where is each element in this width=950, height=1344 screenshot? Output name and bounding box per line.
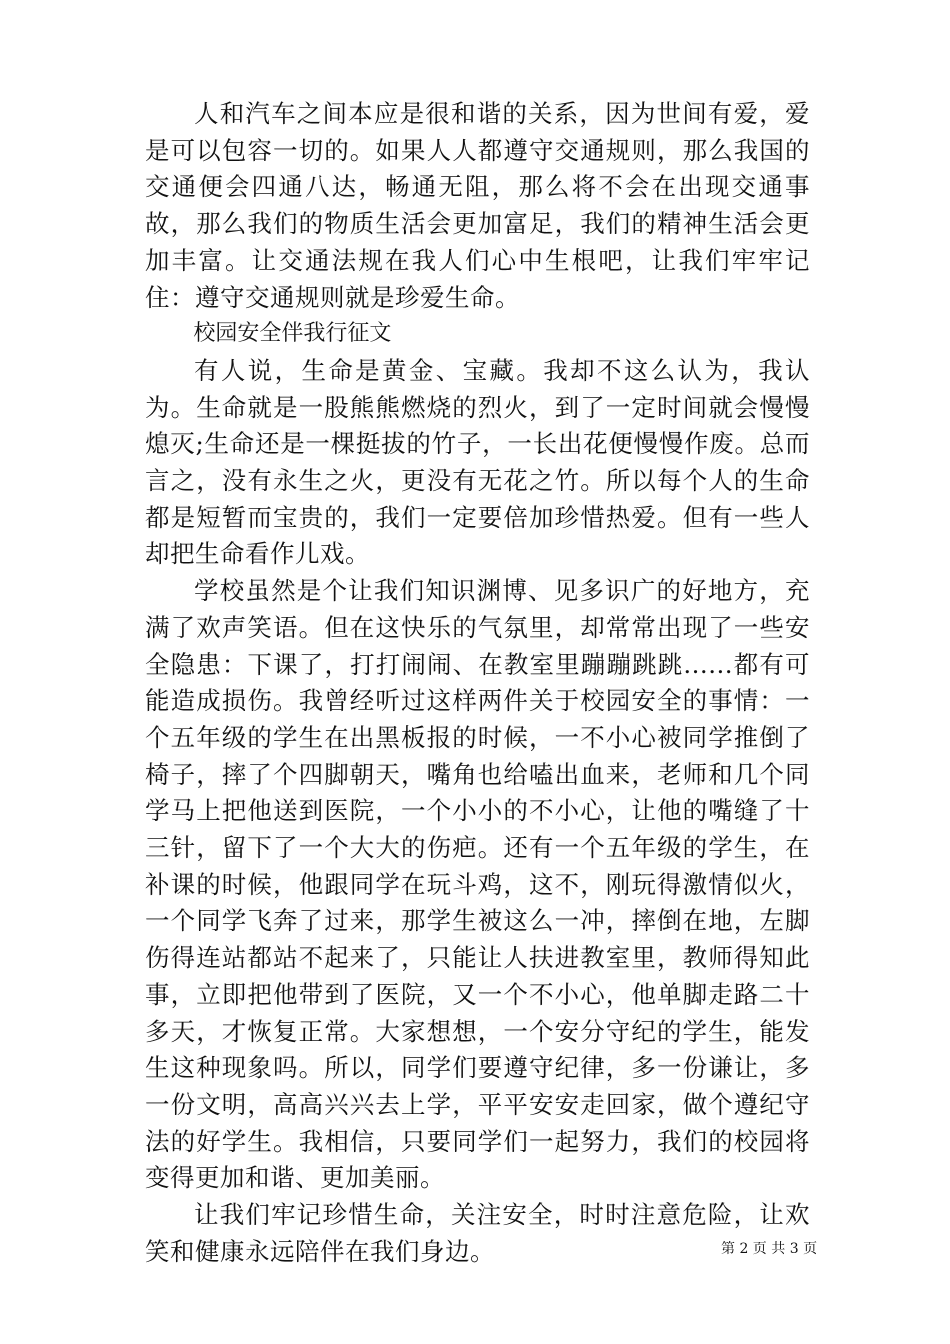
paragraph-traffic-safety: 人和汽车之间本应是很和谐的关系，因为世间有爱，爱是可以包容一切的。如果人人都遵守交通规则，那么我国的交通便会四通八达，畅通无阻，那么将不会在出现交通事故，那么我们的物质生活会更加富足，我们的精神生活会更加丰富。让交通法规在我人们心中生根吧，让我们牢牢记住：遵守交通规则就是珍爱生命。 [145,99,810,312]
paragraph-life: 有人说，生命是黄金、宝藏。我却不这么认为，我认为。生命就是一股熊熊燃烧的烈火，到了一定时间就会慢慢熄灭;生命还是一棵挺拔的竹子，一长出花便慢慢作废。总而言之，没有永生之火，更没有无花之竹。所以每个人的生命都是短暂而宝贵的，我们一定要倍加珍惜热爱。但有一些人却把生命看作儿戏。 [145,355,810,569]
page-number: 第 2 页 共 3 页 [721,1241,818,1257]
paragraph-school-safety: 学校虽然是个让我们知识渊博、见多识广的好地方，充满了欢声笑语。但在这快乐的气氛里，却常常出现了一些安全隐患：下课了，打打闹闹、在教室里蹦蹦跳跳......都有可能造成损伤。我曾经听过这样两件关于校园安全的事情：一个五年级的学生在出黑板报的时候，一不小心被同学推倒了椅子，摔了个四脚朝天，嘴角也给嗑出血来，老师和几个同学马上把他送到医院，一个小小的不小心，让他的嘴缝了十三针，留下了一个大大的伤疤。还有一个五年级的学生，在补课的时候，他跟同学在玩斗鸡，这不，刚玩得激情似火，一个同学飞奔了过来，那学生被这么一冲，摔倒在地，左脚伤得连站都站不起来了，只能让人扶进教室里，教师得知此事，立即把他带到了医院，又一个不小心，他单脚走路二十多天，才恢复正常。大家想想，一个安分守纪的学生，能发生这种现象吗。所以，同学们要遵守纪律，多一份谦让，多一份文明，高高兴兴去上学，平平安安走回家，做个遵纪守法的好学生。我相信，只要同学们一起努力，我们的校园将变得更加和谐、更加美丽。 [145,576,810,1193]
essay-title: 校园安全伴我行征文 [193,321,392,347]
document-body [145,96,810,1271]
paragraph-conclusion: 让我们牢记珍惜生命，关注安全，时时注意危险，让欢笑和健康永远陪伴在我们身边。 [145,1200,810,1266]
